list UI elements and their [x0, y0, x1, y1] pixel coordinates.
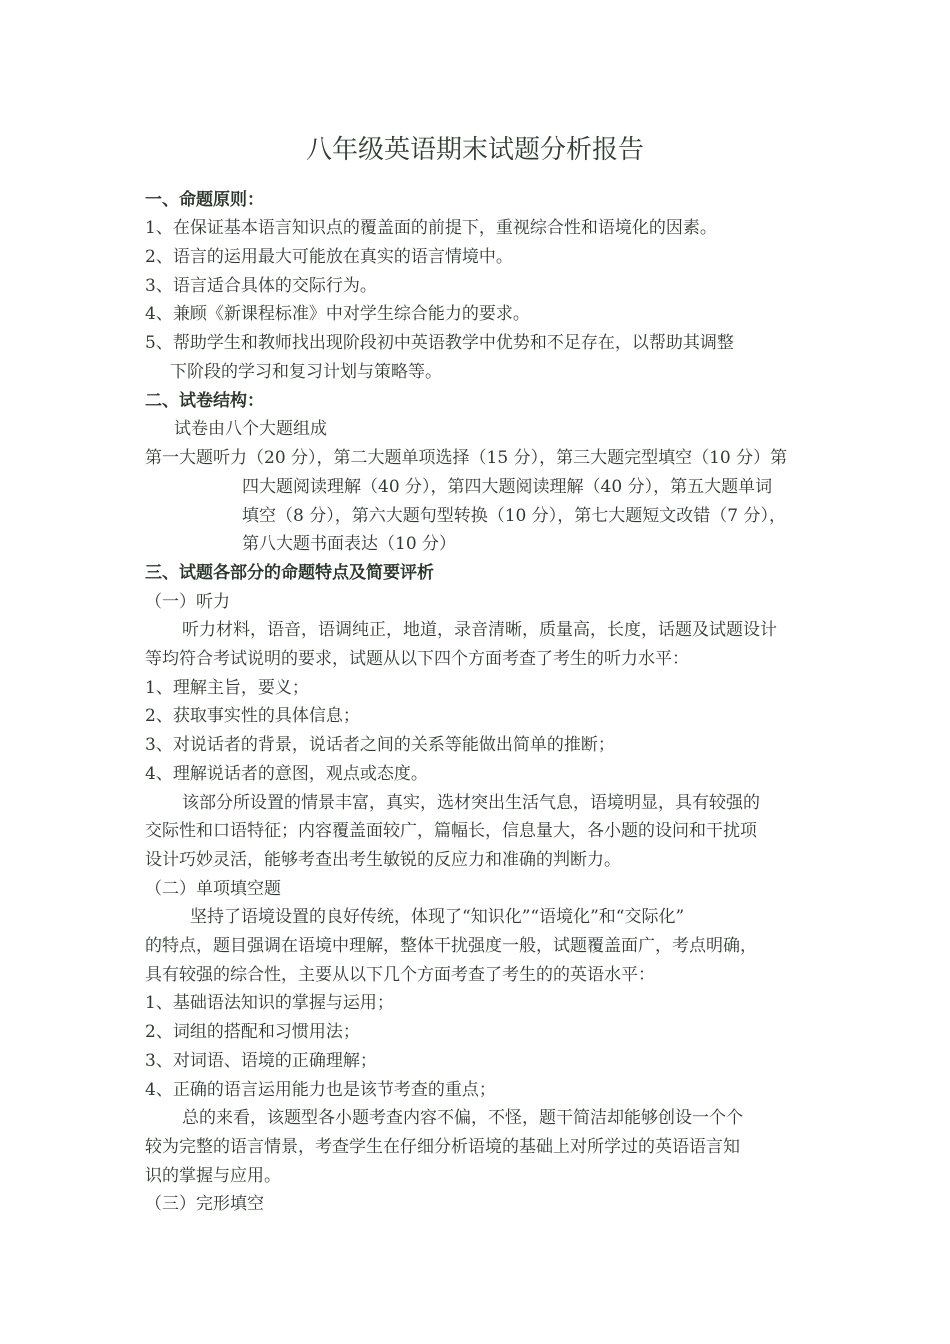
- principle-item-1: 1、在保证基本语言知识点的覆盖面的前提下，重视综合性和语境化的因素。: [145, 218, 717, 238]
- cloze-heading: （三）完形填空: [145, 1194, 264, 1214]
- listening-para2-line-2: 交际性和口语特征；内容覆盖面较广，篇幅长，信息量大，各小题的设问和干扰项: [145, 821, 757, 841]
- principle-item-4: 4、兼顾《新课程标准》中对学生综合能力的要求。: [145, 304, 530, 324]
- document-title: 八年级英语期末试题分析报告: [305, 135, 644, 165]
- listening-item-1: 1、理解主旨，要义；: [145, 678, 309, 698]
- single-choice-para1-line-3: 具有较强的综合性，主要从以下几个方面考查了考生的的英语水平：: [145, 965, 655, 985]
- principle-item-3: 3、语言适合具体的交际行为。: [145, 276, 377, 296]
- listening-item-2: 2、获取事实性的具体信息；: [145, 706, 360, 726]
- structure-line-4: 第八大题书面表达（10 分）: [242, 534, 457, 554]
- single-choice-para1-line-1: 坚持了语境设置的良好传统，体现了“知识化”“语境化”和“交际化”: [190, 907, 685, 927]
- single-choice-para1-line-2: 的特点，题目强调在语境中理解，整体干扰强度一般，试题覆盖面广，考点明确，: [145, 936, 757, 956]
- section-2-heading: 二、试卷结构：: [145, 391, 264, 411]
- single-choice-item-1: 1、基础语法知识的掌握与运用；: [145, 993, 394, 1013]
- single-choice-para2-line-1: 总的来看，该题型各小题考查内容不偏，不怪，题干简洁却能够创设一个个: [182, 1108, 743, 1128]
- principle-item-2: 2、语言的运用最大可能放在真实的语言情境中。: [145, 247, 513, 267]
- listening-heading: （一）听力: [145, 592, 230, 612]
- single-choice-item-4: 4、正确的语言运用能力也是该节考查的重点；: [145, 1080, 496, 1100]
- listening-para1-line-2: 等均符合考试说明的要求，试题从以下四个方面考查了考生的听力水平：: [145, 649, 689, 669]
- structure-intro: 试卷由八个大题组成: [174, 419, 327, 439]
- section-3-heading: 三、试题各部分的命题特点及简要评析: [145, 563, 434, 583]
- principle-item-5: 5、帮助学生和教师找出现阶段初中英语教学中优势和不足存在，以帮助其调整: [145, 333, 734, 353]
- listening-item-3: 3、对说话者的背景，说话者之间的关系等能做出简单的推断；: [145, 735, 615, 755]
- listening-item-4: 4、理解说话者的意图，观点或态度。: [145, 764, 428, 784]
- single-choice-item-3: 3、对词语、语境的正确理解；: [145, 1051, 377, 1071]
- section-1-heading: 一、命题原则：: [145, 190, 264, 210]
- single-choice-item-2: 2、词组的搭配和习惯用法；: [145, 1022, 360, 1042]
- single-choice-para2-line-3: 识的掌握与应用。: [145, 1166, 281, 1186]
- structure-line-1: 第一大题听力（20 分），第二大题单项选择（15 分），第三大题完型填空（10 分）第: [145, 448, 788, 468]
- single-choice-para2-line-2: 较为完整的语言情景，考查学生在仔细分析语境的基础上对所学过的英语语言知: [145, 1137, 740, 1157]
- listening-para1-line-1: 听力材料，语音，语调纯正，地道，录音清晰，质量高，长度，话题及试题设计: [182, 620, 777, 640]
- structure-line-2: 四大题阅读理解（40 分），第四大题阅读理解（40 分），第五大题单词: [242, 477, 773, 497]
- listening-para2-line-1: 该部分所设置的情景丰富，真实，选材突出生活气息，语境明显，具有较强的: [182, 793, 760, 813]
- structure-line-3: 填空（8 分），第六大题句型转换（10 分），第七大题短文改错（7 分），: [242, 506, 786, 526]
- principle-item-5-cont: 下阶段的学习和复习计划与策略等。: [170, 362, 442, 382]
- single-choice-heading: （二）单项填空题: [145, 879, 281, 899]
- listening-para2-line-3: 设计巧妙灵活，能够考查出考生敏锐的反应力和准确的判断力。: [145, 850, 621, 870]
